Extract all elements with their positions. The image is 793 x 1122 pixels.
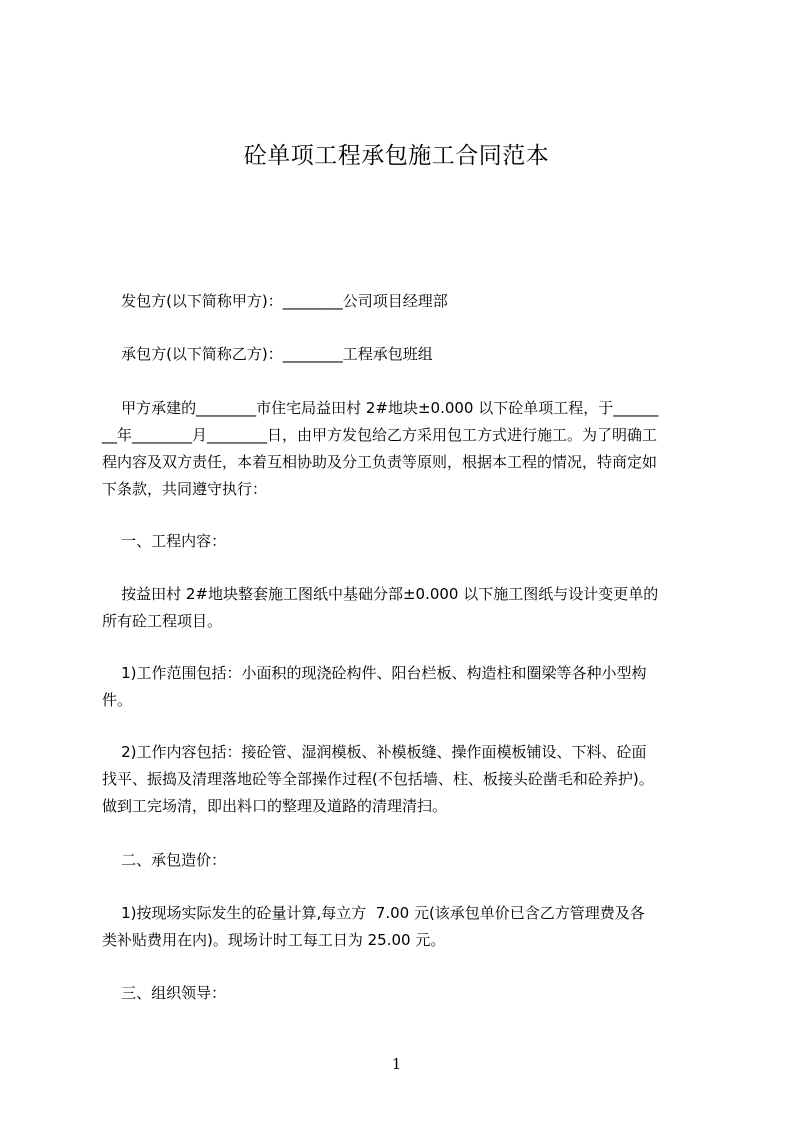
text-line: 发包方(以下简称甲方)：________公司项目经理部 xyxy=(102,292,448,310)
text-line: 三、组织领导： xyxy=(102,984,227,1002)
text-line: 甲方承建的________市住宅局益田村 2#地块±0.000 以下砼单项工程，于______ xyxy=(102,399,659,417)
paragraph-section-1-body xyxy=(102,581,704,635)
text-line: 件。 xyxy=(102,691,133,709)
document-title: 砼单项工程承包施工合同范本 xyxy=(243,143,550,169)
paragraph-section-1-item-1 xyxy=(102,660,704,714)
text-line: 1)按现场实际发生的砼量计算,每立方 7.00 元(该承包单价已含乙方管理费及各 xyxy=(102,904,645,922)
text-line: 1)工作范围包括：小面积的现浇砼构件、阳台栏板、构造柱和圈梁等各种小型构 xyxy=(102,664,647,682)
text-line: 类补贴费用在内)。现场计时工每工日为 25.00 元。 xyxy=(102,931,446,949)
text-line: 做到工完场清，即出料口的整理及道路的清理清扫。 xyxy=(102,797,448,815)
text-line: 2)工作内容包括：接砼管、湿润模板、补模板缝、操作面模板铺设、下料、砼面 xyxy=(102,743,647,761)
text-line: 二、承包造价： xyxy=(102,851,227,869)
text-line: __年________月________日，由甲方发包给乙方采用包工方式进行施工。为了明确工 xyxy=(102,426,658,444)
page-number: 1 xyxy=(391,1055,402,1073)
text-line: 按益田村 2#地块整套施工图纸中基础分部±0.000 以下施工图纸与设计变更单的 xyxy=(102,585,659,603)
text-line: 承包方(以下简称乙方)：________工程承包班组 xyxy=(102,345,433,363)
paragraph-preamble xyxy=(102,395,704,503)
paragraph-section-1-heading xyxy=(102,528,704,555)
text-line: 找平、振捣及清理落地砼等全部操作过程(不包括墙、柱、板接头砼凿毛和砼养护)。 xyxy=(102,770,654,788)
paragraph-party-a xyxy=(102,288,704,315)
paragraph-section-3-heading xyxy=(102,980,704,1007)
paragraph-section-2-heading xyxy=(102,847,704,874)
paragraph-party-b xyxy=(102,341,704,368)
text-line: 程内容及双方责任，本着互相协助及分工负责等原则，根据本工程的情况，特商定如 xyxy=(102,453,658,471)
text-line: 一、工程内容： xyxy=(102,532,227,550)
paragraph-section-1-item-2 xyxy=(102,739,704,820)
text-line: 所有砼工程项目。 xyxy=(102,612,223,630)
text-line: 下条款，共同遵守执行： xyxy=(102,480,268,498)
paragraph-section-2-item-1 xyxy=(102,900,704,954)
